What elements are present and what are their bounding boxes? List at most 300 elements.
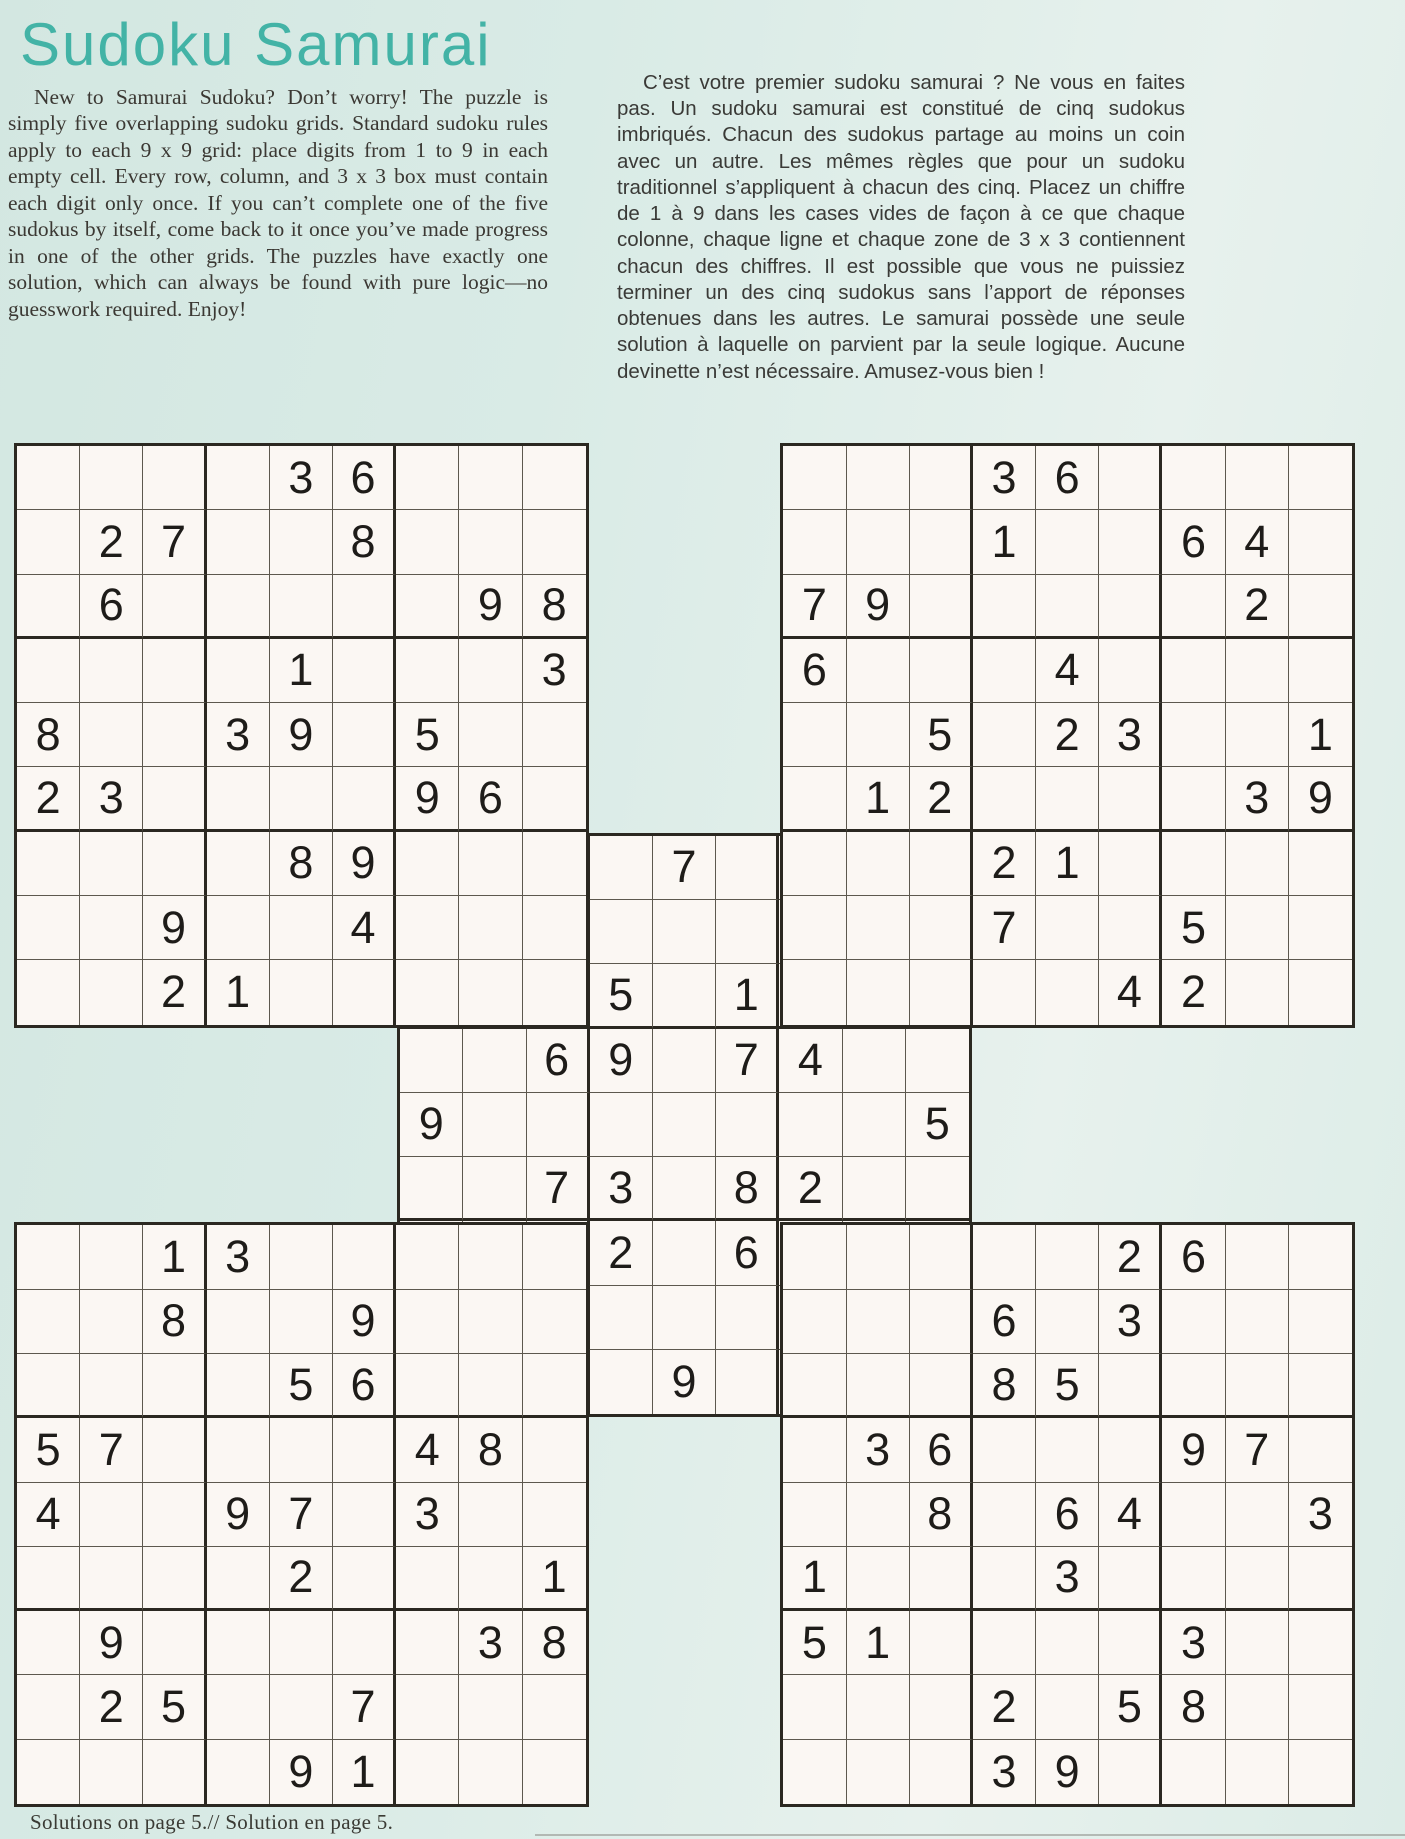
sudoku-cell-given: 2 — [590, 1221, 653, 1285]
sudoku-cell-empty[interactable] — [973, 1611, 1036, 1675]
sudoku-cell-empty[interactable] — [523, 510, 586, 574]
sudoku-cell-given: 6 — [333, 446, 396, 510]
sudoku-cell-given: 6 — [1036, 1483, 1099, 1547]
sudoku-cell-empty[interactable] — [716, 1350, 779, 1414]
sudoku-cell-empty[interactable] — [17, 1290, 80, 1354]
sudoku-cell-empty[interactable] — [973, 575, 1036, 639]
sudoku-cell-empty[interactable] — [333, 767, 396, 831]
sudoku-cell-empty[interactable] — [270, 1225, 333, 1289]
sudoku-cell-given: 3 — [1226, 767, 1289, 831]
sudoku-cell-empty[interactable] — [207, 1290, 270, 1354]
sudoku-cell-empty[interactable] — [1289, 1354, 1352, 1418]
sudoku-cell-empty[interactable] — [1099, 896, 1162, 960]
sudoku-cell-empty[interactable] — [523, 1225, 586, 1289]
sudoku-cell-empty[interactable] — [1162, 1354, 1225, 1418]
sudoku-cell-empty[interactable] — [1226, 832, 1289, 896]
sudoku-cell-empty[interactable] — [973, 1418, 1036, 1482]
sudoku-cell-empty[interactable] — [270, 1418, 333, 1482]
sudoku-cell-empty[interactable] — [1162, 832, 1225, 896]
sudoku-cell-empty[interactable] — [1036, 575, 1099, 639]
sudoku-cell-empty[interactable] — [17, 639, 80, 703]
sudoku-cell-empty[interactable] — [1162, 1547, 1225, 1611]
sudoku-cell-empty[interactable] — [1099, 832, 1162, 896]
sudoku-cell-empty[interactable] — [1099, 639, 1162, 703]
sudoku-cell-empty[interactable] — [653, 1029, 716, 1093]
sudoku-cell-given: 9 — [143, 896, 206, 960]
sudoku-cell-empty[interactable] — [270, 1611, 333, 1675]
sudoku-cell-empty[interactable] — [80, 639, 143, 703]
sudoku-cell-empty[interactable] — [396, 510, 459, 574]
sudoku-cell-given: 1 — [716, 964, 779, 1028]
sudoku-cell-empty[interactable] — [333, 1611, 396, 1675]
sudoku-cell-empty[interactable] — [523, 960, 586, 1024]
sudoku-cell-given: 6 — [1036, 446, 1099, 510]
sudoku-cell-empty[interactable] — [463, 1157, 526, 1221]
sudoku-cell-given: 9 — [590, 1029, 653, 1093]
sudoku-cell-empty[interactable] — [1226, 1740, 1289, 1804]
sudoku-cell-empty[interactable] — [1226, 1483, 1289, 1547]
sudoku-cell-empty[interactable] — [1162, 767, 1225, 831]
sudoku-cell-given: 4 — [17, 1483, 80, 1547]
sudoku-cell-empty[interactable] — [333, 1547, 396, 1611]
sudoku-cell-empty[interactable] — [783, 1354, 846, 1418]
sudoku-cell-empty[interactable] — [80, 1547, 143, 1611]
sudoku-cell-empty[interactable] — [400, 1029, 463, 1093]
sudoku-cell-empty[interactable] — [1036, 960, 1099, 1024]
sudoku-cell-empty[interactable] — [1099, 1547, 1162, 1611]
sudoku-grid-top-right — [780, 443, 1355, 1028]
sudoku-cell-empty[interactable] — [783, 767, 846, 831]
sudoku-cell-empty[interactable] — [716, 1286, 779, 1350]
sudoku-cell-given: 8 — [143, 1290, 206, 1354]
sudoku-cell-empty[interactable] — [207, 1740, 270, 1804]
sudoku-cell-empty[interactable] — [143, 1611, 206, 1675]
sudoku-cell-empty[interactable] — [396, 1225, 459, 1289]
sudoku-cell-empty[interactable] — [459, 960, 522, 1024]
sudoku-cell-empty[interactable] — [1226, 1675, 1289, 1739]
sudoku-cell-empty[interactable] — [333, 1483, 396, 1547]
sudoku-cell-empty[interactable] — [207, 896, 270, 960]
sudoku-cell-empty[interactable] — [783, 703, 846, 767]
sudoku-cell-empty[interactable] — [207, 767, 270, 831]
sudoku-cell-empty[interactable] — [143, 1418, 206, 1482]
sudoku-cell-empty[interactable] — [1099, 1418, 1162, 1482]
sudoku-cell-empty[interactable] — [653, 1093, 716, 1157]
sudoku-cell-empty[interactable] — [910, 1354, 973, 1418]
sudoku-cell-empty[interactable] — [783, 1290, 846, 1354]
sudoku-cell-empty[interactable] — [270, 510, 333, 574]
sudoku-cell-empty[interactable] — [17, 1675, 80, 1739]
sudoku-cell-empty[interactable] — [653, 1221, 716, 1285]
sudoku-cell-empty[interactable] — [143, 575, 206, 639]
sudoku-cell-empty[interactable] — [779, 1093, 842, 1157]
sudoku-cell-empty[interactable] — [653, 1286, 716, 1350]
sudoku-cell-empty[interactable] — [1289, 1611, 1352, 1675]
sudoku-cell-empty[interactable] — [17, 1611, 80, 1675]
sudoku-cell-empty[interactable] — [1162, 1740, 1225, 1804]
sudoku-cell-empty[interactable] — [463, 1029, 526, 1093]
sudoku-cell-empty[interactable] — [396, 575, 459, 639]
sudoku-cell-empty[interactable] — [459, 832, 522, 896]
sudoku-cell-empty[interactable] — [523, 1675, 586, 1739]
sudoku-cell-given: 3 — [207, 703, 270, 767]
sudoku-cell-empty[interactable] — [1289, 1675, 1352, 1739]
sudoku-cell-empty[interactable] — [910, 575, 973, 639]
sudoku-cell-empty[interactable] — [653, 900, 716, 964]
sudoku-cell-empty[interactable] — [396, 1740, 459, 1804]
sudoku-cell-empty[interactable] — [590, 836, 653, 900]
sudoku-grid-bottom-left — [14, 1222, 589, 1807]
sudoku-cell-empty[interactable] — [523, 832, 586, 896]
sudoku-cell-empty[interactable] — [143, 832, 206, 896]
sudoku-cell-empty[interactable] — [906, 1157, 969, 1221]
sudoku-cell-empty[interactable] — [396, 1675, 459, 1739]
sudoku-cell-empty[interactable] — [17, 446, 80, 510]
sudoku-cell-empty[interactable] — [270, 960, 333, 1024]
sudoku-cell-empty[interactable] — [783, 832, 846, 896]
sudoku-cell-empty[interactable] — [1226, 896, 1289, 960]
sudoku-cell-empty[interactable] — [396, 960, 459, 1024]
sudoku-cell-empty[interactable] — [207, 1354, 270, 1418]
sudoku-cell-empty[interactable] — [1099, 1354, 1162, 1418]
sudoku-cell-empty[interactable] — [653, 1157, 716, 1221]
sudoku-cell-empty[interactable] — [143, 703, 206, 767]
sudoku-cell-empty[interactable] — [333, 575, 396, 639]
sudoku-cell-empty[interactable] — [910, 1547, 973, 1611]
sudoku-cell-empty[interactable] — [396, 832, 459, 896]
sudoku-cell-empty[interactable] — [1289, 639, 1352, 703]
sudoku-cell-empty[interactable] — [910, 1290, 973, 1354]
sudoku-cell-given: 8 — [17, 703, 80, 767]
sudoku-cell-empty[interactable] — [1036, 767, 1099, 831]
sudoku-cell-empty[interactable] — [847, 639, 910, 703]
sudoku-cell-given: 4 — [333, 896, 396, 960]
sudoku-cell-given: 9 — [270, 703, 333, 767]
sudoku-cell-empty[interactable] — [17, 832, 80, 896]
sudoku-cell-empty[interactable] — [1099, 1611, 1162, 1675]
sudoku-cell-given: 4 — [1036, 639, 1099, 703]
sudoku-cell-empty[interactable] — [463, 1093, 526, 1157]
sudoku-cell-empty[interactable] — [1226, 1225, 1289, 1289]
sudoku-cell-given: 9 — [847, 575, 910, 639]
sudoku-cell-empty[interactable] — [847, 1675, 910, 1739]
sudoku-cell-empty[interactable] — [459, 1225, 522, 1289]
sudoku-cell-empty[interactable] — [1226, 1354, 1289, 1418]
sudoku-cell-empty[interactable] — [973, 960, 1036, 1024]
sudoku-cell-empty[interactable] — [847, 703, 910, 767]
sudoku-cell-empty[interactable] — [459, 1547, 522, 1611]
sudoku-cell-empty[interactable] — [523, 767, 586, 831]
sudoku-cell-given: 1 — [270, 639, 333, 703]
sudoku-cell-empty[interactable] — [1162, 639, 1225, 703]
sudoku-cell-empty[interactable] — [143, 1740, 206, 1804]
sudoku-cell-empty[interactable] — [333, 1225, 396, 1289]
sudoku-cell-empty[interactable] — [1099, 446, 1162, 510]
sudoku-cell-empty[interactable] — [459, 896, 522, 960]
sudoku-cell-empty[interactable] — [400, 1157, 463, 1221]
sudoku-cell-empty[interactable] — [207, 639, 270, 703]
sudoku-cell-empty[interactable] — [973, 1225, 1036, 1289]
sudoku-cell-empty[interactable] — [783, 896, 846, 960]
sudoku-cell-given: 7 — [143, 510, 206, 574]
sudoku-cell-empty[interactable] — [459, 1740, 522, 1804]
sudoku-cell-given: 6 — [716, 1221, 779, 1285]
sudoku-cell-empty[interactable] — [1162, 575, 1225, 639]
sudoku-cell-empty[interactable] — [783, 960, 846, 1024]
sudoku-cell-empty[interactable] — [910, 639, 973, 703]
sudoku-cell-given: 3 — [847, 1418, 910, 1482]
sudoku-cell-given: 2 — [1099, 1225, 1162, 1289]
sudoku-cell-empty[interactable] — [1289, 1547, 1352, 1611]
sudoku-cell-empty[interactable] — [847, 960, 910, 1024]
sudoku-cell-empty[interactable] — [207, 1547, 270, 1611]
sudoku-cell-empty[interactable] — [459, 639, 522, 703]
sudoku-cell-empty[interactable] — [459, 1354, 522, 1418]
sudoku-cell-empty[interactable] — [1099, 767, 1162, 831]
sudoku-cell-empty[interactable] — [270, 1290, 333, 1354]
sudoku-cell-empty[interactable] — [396, 639, 459, 703]
sudoku-cell-empty[interactable] — [207, 446, 270, 510]
sudoku-cell-empty[interactable] — [143, 1483, 206, 1547]
sudoku-cell-empty[interactable] — [396, 446, 459, 510]
sudoku-cell-empty[interactable] — [973, 1547, 1036, 1611]
sudoku-cell-empty[interactable] — [17, 1225, 80, 1289]
sudoku-cell-empty[interactable] — [396, 1290, 459, 1354]
sudoku-cell-empty[interactable] — [333, 960, 396, 1024]
sudoku-cell-empty[interactable] — [716, 836, 779, 900]
sudoku-cell-empty[interactable] — [1162, 1483, 1225, 1547]
sudoku-cell-empty[interactable] — [783, 446, 846, 510]
sudoku-cell-empty[interactable] — [523, 1483, 586, 1547]
sudoku-cell-empty[interactable] — [973, 1483, 1036, 1547]
sudoku-cell-empty[interactable] — [1226, 1290, 1289, 1354]
sudoku-cell-given: 1 — [207, 960, 270, 1024]
sudoku-cell-given: 2 — [779, 1157, 842, 1221]
sudoku-cell-empty[interactable] — [143, 1547, 206, 1611]
sudoku-cell-empty[interactable] — [973, 767, 1036, 831]
intro-paragraph-french: C’est votre premier sudoku samurai ? Ne vous en faites pas. Un sudoku samurai est constitué de cinq sudokus imbriqués. Chacun des sudokus partage au moins un coin avec un autre. Les mêmes règles que pour un sudoku traditionnel s’appliquent à chacun des cinq. Placez un chiffre de 1 à 9 dans les cases vides de façon à ce que chaque colonne, chaque ligne et chaque zone de 3 x 3 contiennent chacun des chiffres. Il est possible que vous ne puissiez terminer un des cinq sudokus sans l’apport de réponses obtenues dans les autres. Le samurai possède une seule solution à laquelle on parvient par la seule logique. Aucune devinette n’est nécessaire. Amusez-vous bien ! — [617, 71, 1185, 383]
sudoku-cell-empty[interactable] — [17, 510, 80, 574]
sudoku-cell-empty[interactable] — [590, 1350, 653, 1414]
sudoku-cell-empty[interactable] — [207, 1675, 270, 1739]
sudoku-cell-empty[interactable] — [80, 1290, 143, 1354]
sudoku-cell-given: 9 — [1289, 767, 1352, 831]
sudoku-cell-empty[interactable] — [523, 1354, 586, 1418]
sudoku-cell-empty[interactable] — [17, 575, 80, 639]
sudoku-cell-empty[interactable] — [523, 1290, 586, 1354]
sudoku-cell-empty[interactable] — [1036, 510, 1099, 574]
sudoku-cell-given: 8 — [523, 1611, 586, 1675]
sudoku-cell-empty[interactable] — [910, 1740, 973, 1804]
sudoku-cell-empty[interactable] — [847, 1547, 910, 1611]
sudoku-cell-empty[interactable] — [1162, 1290, 1225, 1354]
sudoku-cell-empty[interactable] — [1289, 960, 1352, 1024]
sudoku-cell-empty[interactable] — [1289, 575, 1352, 639]
sudoku-cell-empty[interactable] — [459, 510, 522, 574]
sudoku-cell-empty[interactable] — [910, 896, 973, 960]
sudoku-cell-empty[interactable] — [527, 1093, 590, 1157]
sudoku-cell-empty[interactable] — [783, 510, 846, 574]
sudoku-cell-given: 1 — [1289, 703, 1352, 767]
sudoku-cell-empty[interactable] — [523, 703, 586, 767]
sudoku-cell-empty[interactable] — [396, 1547, 459, 1611]
sudoku-cell-empty[interactable] — [1289, 896, 1352, 960]
sudoku-cell-empty[interactable] — [333, 703, 396, 767]
sudoku-cell-empty[interactable] — [270, 1675, 333, 1739]
sudoku-cell-empty[interactable] — [590, 1286, 653, 1350]
sudoku-cell-empty[interactable] — [80, 1740, 143, 1804]
sudoku-cell-empty[interactable] — [270, 767, 333, 831]
sudoku-cell-empty[interactable] — [1036, 1290, 1099, 1354]
sudoku-cell-empty[interactable] — [847, 832, 910, 896]
sudoku-cell-empty[interactable] — [590, 900, 653, 964]
sudoku-cell-empty[interactable] — [910, 960, 973, 1024]
sudoku-cell-empty[interactable] — [847, 896, 910, 960]
sudoku-cell-empty[interactable] — [906, 1029, 969, 1093]
sudoku-cell-empty[interactable] — [207, 1611, 270, 1675]
sudoku-cell-empty[interactable] — [523, 1418, 586, 1482]
sudoku-cell-empty[interactable] — [1099, 510, 1162, 574]
sudoku-cell-empty[interactable] — [333, 639, 396, 703]
sudoku-cell-empty[interactable] — [716, 900, 779, 964]
sudoku-cell-empty[interactable] — [783, 1225, 846, 1289]
sudoku-cell-empty[interactable] — [459, 1675, 522, 1739]
sudoku-cell-empty[interactable] — [459, 446, 522, 510]
sudoku-cell-empty[interactable] — [843, 1157, 906, 1221]
sudoku-cell-empty[interactable] — [143, 639, 206, 703]
sudoku-cell-empty[interactable] — [523, 1740, 586, 1804]
sudoku-cell-given: 6 — [333, 1354, 396, 1418]
sudoku-cell-empty[interactable] — [1226, 1611, 1289, 1675]
sudoku-cell-given: 7 — [527, 1157, 590, 1221]
sudoku-cell-empty[interactable] — [910, 1225, 973, 1289]
sudoku-cell-empty[interactable] — [783, 1675, 846, 1739]
sudoku-cell-empty[interactable] — [783, 1740, 846, 1804]
sudoku-cell-empty[interactable] — [847, 1354, 910, 1418]
sudoku-cell-empty[interactable] — [396, 1354, 459, 1418]
sudoku-cell-empty[interactable] — [459, 703, 522, 767]
sudoku-cell-given: 2 — [80, 510, 143, 574]
sudoku-cell-empty[interactable] — [80, 1225, 143, 1289]
sudoku-cell-empty[interactable] — [459, 1290, 522, 1354]
sudoku-cell-empty[interactable] — [17, 896, 80, 960]
page-bottom-edge-line — [535, 1834, 1405, 1836]
sudoku-cell-empty[interactable] — [207, 510, 270, 574]
sudoku-cell-empty[interactable] — [1162, 703, 1225, 767]
sudoku-cell-empty[interactable] — [1099, 575, 1162, 639]
sudoku-cell-empty[interactable] — [847, 446, 910, 510]
sudoku-cell-empty[interactable] — [653, 964, 716, 1028]
sudoku-cell-empty[interactable] — [1289, 510, 1352, 574]
sudoku-cell-empty[interactable] — [910, 1611, 973, 1675]
sudoku-cell-empty[interactable] — [1036, 1418, 1099, 1482]
sudoku-cell-empty[interactable] — [207, 832, 270, 896]
sudoku-cell-empty[interactable] — [843, 1029, 906, 1093]
sudoku-cell-empty[interactable] — [80, 832, 143, 896]
sudoku-cell-empty[interactable] — [1036, 1675, 1099, 1739]
sudoku-cell-empty[interactable] — [17, 960, 80, 1024]
sudoku-cell-empty[interactable] — [80, 960, 143, 1024]
sudoku-cell-empty[interactable] — [716, 1093, 779, 1157]
sudoku-cell-empty[interactable] — [80, 446, 143, 510]
sudoku-cell-empty[interactable] — [1226, 1547, 1289, 1611]
sudoku-cell-empty[interactable] — [847, 1483, 910, 1547]
sudoku-cell-given: 7 — [716, 1029, 779, 1093]
sudoku-cell-empty[interactable] — [143, 1354, 206, 1418]
sudoku-cell-empty[interactable] — [80, 703, 143, 767]
sudoku-cell-empty[interactable] — [17, 1354, 80, 1418]
sudoku-cell-empty[interactable] — [207, 1418, 270, 1482]
sudoku-cell-empty[interactable] — [590, 1093, 653, 1157]
sudoku-cell-empty[interactable] — [1289, 1740, 1352, 1804]
sudoku-cell-given: 5 — [396, 703, 459, 767]
sudoku-cell-given: 2 — [1226, 575, 1289, 639]
sudoku-cell-given: 3 — [270, 446, 333, 510]
sudoku-cell-empty[interactable] — [910, 832, 973, 896]
sudoku-cell-given: 3 — [590, 1157, 653, 1221]
sudoku-cell-empty[interactable] — [1099, 1740, 1162, 1804]
sudoku-cell-empty[interactable] — [1289, 1290, 1352, 1354]
sudoku-cell-empty[interactable] — [523, 446, 586, 510]
sudoku-cell-empty[interactable] — [910, 446, 973, 510]
sudoku-cell-empty[interactable] — [1289, 1225, 1352, 1289]
sudoku-cell-empty[interactable] — [333, 1418, 396, 1482]
sudoku-cell-empty[interactable] — [973, 639, 1036, 703]
sudoku-cell-empty[interactable] — [847, 1290, 910, 1354]
sudoku-cell-empty[interactable] — [1036, 896, 1099, 960]
sudoku-cell-empty[interactable] — [17, 1547, 80, 1611]
sudoku-cell-empty[interactable] — [847, 1225, 910, 1289]
sudoku-cell-empty[interactable] — [910, 510, 973, 574]
sudoku-cell-empty[interactable] — [1289, 832, 1352, 896]
sudoku-cell-empty[interactable] — [783, 1483, 846, 1547]
sudoku-cell-empty[interactable] — [1036, 1225, 1099, 1289]
sudoku-cell-empty[interactable] — [80, 1354, 143, 1418]
sudoku-cell-empty[interactable] — [143, 767, 206, 831]
intro-paragraph-english: New to Samurai Sudoku? Don’t worry! The puzzle is simply five overlapping sudoku grids. Standard sudoku rules apply to each 9 x 9 grid: place digits from 1 to 9 in each empty cell. Every row, column, and 3 x 3 box must contain each digit only once. If you can’t complete one of the five sudokus by itself, come back to it once you’ve made progress in one of the other grids. The puzzles have exactly one solution, which can always be found with pure logic—no guesswork required. Enjoy! — [8, 85, 548, 321]
sudoku-cell-given: 3 — [1099, 703, 1162, 767]
sudoku-cell-empty[interactable] — [973, 703, 1036, 767]
sudoku-cell-empty[interactable] — [396, 1611, 459, 1675]
sudoku-cell-empty[interactable] — [80, 1483, 143, 1547]
sudoku-cell-empty[interactable] — [207, 575, 270, 639]
sudoku-cell-empty[interactable] — [847, 1740, 910, 1804]
sudoku-cell-empty[interactable] — [80, 896, 143, 960]
sudoku-cell-empty[interactable] — [17, 1740, 80, 1804]
sudoku-cell-empty[interactable] — [143, 446, 206, 510]
sudoku-cell-empty[interactable] — [847, 510, 910, 574]
sudoku-cell-given: 8 — [459, 1418, 522, 1482]
sudoku-cell-given: 7 — [80, 1418, 143, 1482]
sudoku-cell-empty[interactable] — [1036, 1611, 1099, 1675]
sudoku-cell-empty[interactable] — [270, 575, 333, 639]
sudoku-cell-empty[interactable] — [1226, 960, 1289, 1024]
sudoku-cell-empty[interactable] — [459, 1483, 522, 1547]
sudoku-cell-empty[interactable] — [843, 1093, 906, 1157]
sudoku-cell-empty[interactable] — [523, 896, 586, 960]
sudoku-cell-empty[interactable] — [783, 1418, 846, 1482]
sudoku-cell-empty[interactable] — [1226, 446, 1289, 510]
sudoku-cell-empty[interactable] — [270, 896, 333, 960]
sudoku-cell-given: 5 — [590, 964, 653, 1028]
sudoku-cell-empty[interactable] — [1226, 639, 1289, 703]
sudoku-cell-empty[interactable] — [1226, 703, 1289, 767]
sudoku-cell-empty[interactable] — [910, 1675, 973, 1739]
sudoku-cell-empty[interactable] — [1289, 446, 1352, 510]
sudoku-cell-empty[interactable] — [396, 896, 459, 960]
sudoku-cell-empty[interactable] — [1162, 446, 1225, 510]
sudoku-cell-empty[interactable] — [1289, 1418, 1352, 1482]
